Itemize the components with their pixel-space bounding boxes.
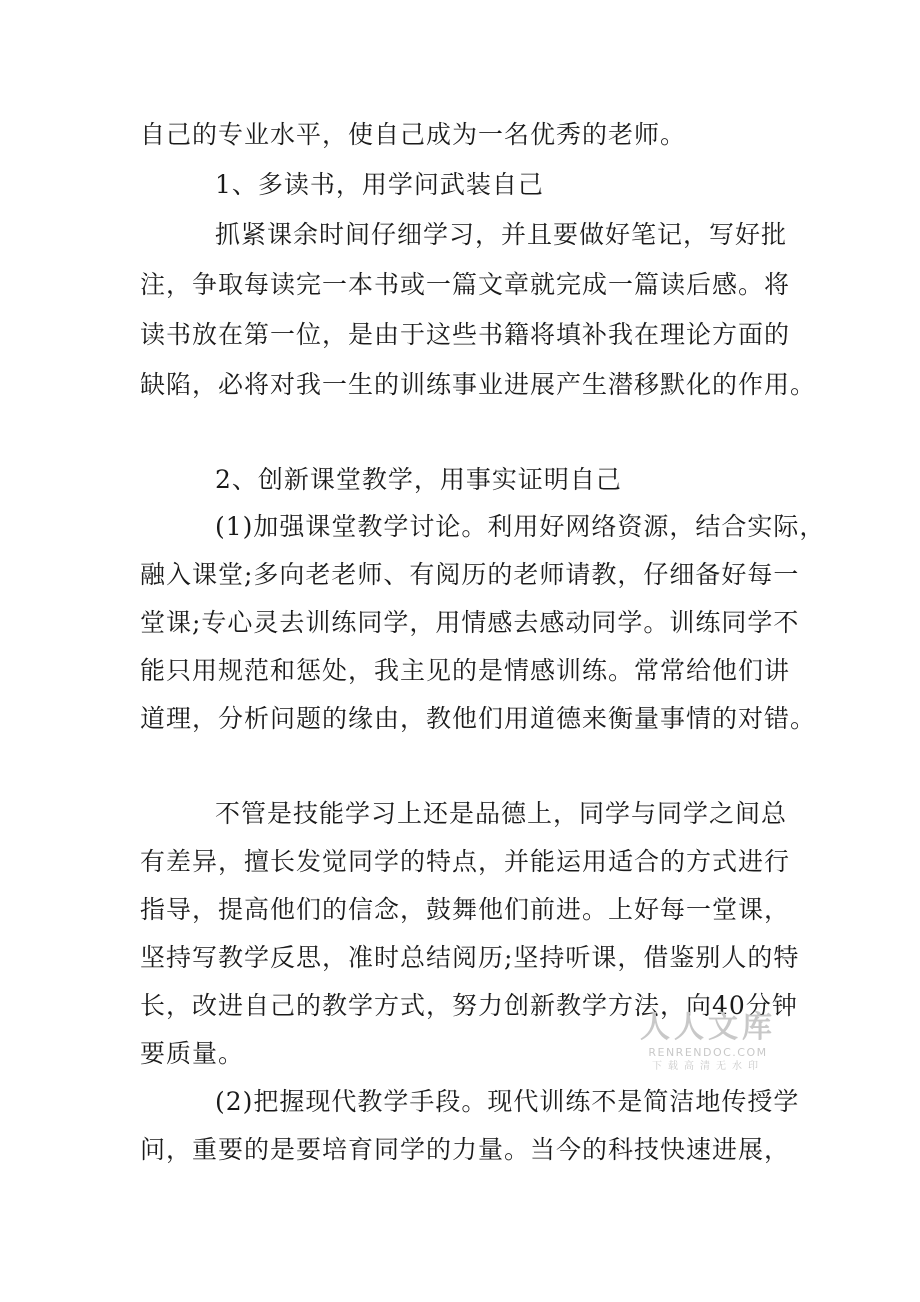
text-line: 缺陷，必将对我一生的训练事业进展产生潜移默化的作用。	[140, 370, 817, 399]
text-line: 注，争取每读完一本书或一篇文章就完成一篇读后感。将	[140, 270, 791, 299]
text-line: (2)把握现代教学手段。现代训练不是简洁地传授学	[215, 1087, 800, 1116]
text-line: 有差异，擅长发觉同学的特点，并能运用适合的方式进行	[140, 847, 791, 876]
watermark-logo	[628, 1010, 788, 1074]
watermark-subtitle: 下载高清无水印	[652, 1061, 764, 1072]
section-heading: 2、创新课堂教学，用事实证明自己	[215, 465, 622, 494]
section-heading: 1、多读书，用学问武装自己	[215, 170, 544, 199]
text-line: 抓紧课余时间仔细学习，并且要做好笔记，写好批	[215, 220, 788, 249]
text-line: 能只用规范和惩处，我主见的是情感训练。常常给他们讲	[140, 656, 791, 685]
text-line: 坚持写教学反思，准时总结阅历;坚持听课，借鉴别人的特	[140, 943, 800, 972]
text-line: 要质量。	[140, 1039, 245, 1068]
text-line: 长，改进自己的教学方式，努力创新教学方法，向40分钟	[140, 991, 798, 1020]
text-line: 指导，提高他们的信念，鼓舞他们前进。上好每一堂课，	[140, 895, 791, 924]
text-line: 道理，分析问题的缘由，教他们用道德来衡量事情的对错。	[140, 704, 817, 733]
text-line: 融入课堂;多向老老师、有阅历的老师请教，仔细备好每一	[140, 560, 800, 589]
text-line: 堂课;专心灵去训练同学，用情感去感动同学。训练同学不	[140, 608, 800, 637]
text-line: 问，重要的是要培育同学的力量。当今的科技快速进展，	[140, 1135, 791, 1164]
text-line: 读书放在第一位，是由于这些书籍将填补我在理论方面的	[140, 320, 791, 349]
watermark-domain: RENRENDOC.COM	[648, 1046, 768, 1059]
text-line: 自己的专业水平，使自己成为一名优秀的老师。	[140, 120, 687, 149]
text-line: (1)加强课堂教学讨论。利用好网络资源，结合实际，	[215, 512, 826, 541]
text-line: 不管是技能学习上还是品德上，同学与同学之间总	[215, 799, 788, 828]
watermark-title: 人人文库	[640, 1010, 776, 1045]
